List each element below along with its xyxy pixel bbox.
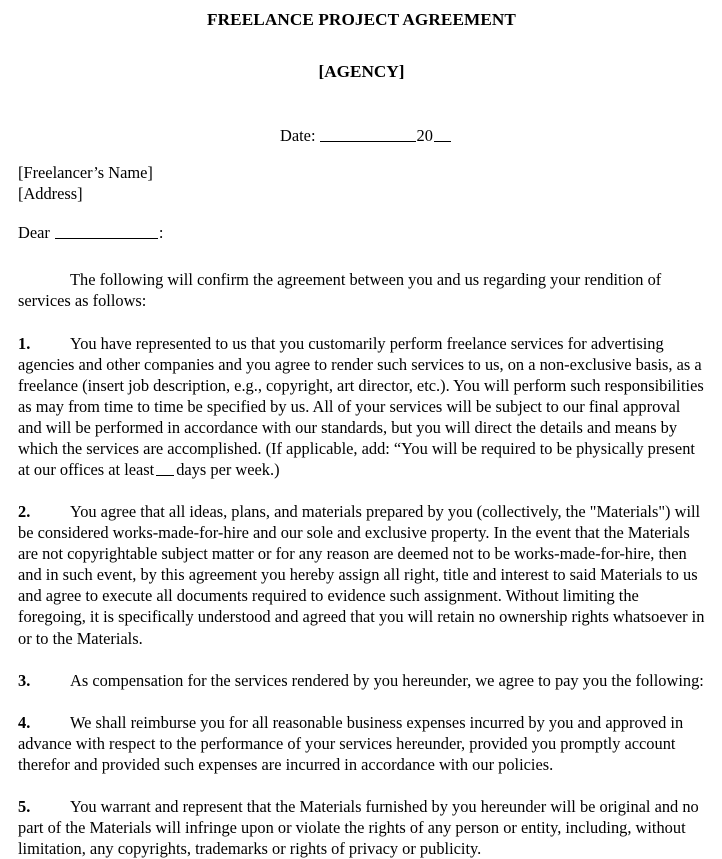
date-line (18, 82, 705, 146)
document-title: FREELANCE PROJECT AGREEMENT (207, 10, 516, 29)
clause-2-number: 2. (18, 502, 31, 522)
clause-5-text: You warrant and represent that the Materials furnished by you hereunder will be original and no part of the Materials will infringe upon or violate the rights of any person or entity, including, without limitation, any copyrights, trademarks or rights of privacy or publicity. (18, 796, 699, 859)
salutation-line (18, 204, 705, 243)
clause-1-text: You have represented to us that you customarily perform freelance services for advertising agencies and other companies and you agree to render such services to us, on a non-exclusive basis, as a freelance (insert job description, e.g., copyright, art director, etc.). You will perform such responsibilities as may from time to time be specified by us. All of your services will be subject to our final approval and will be performed in accordance with our standards, but you will direct the details and means by which the services are accomplished. (If applicable, add: “You will be required to be physically present at our offices at least (18, 333, 704, 479)
clause-4-text: We shall reimburse you for all reasonable business expenses incurred by you and approved in advance with respect to the performance of your services hereunder, provided you promptly account therefor and provided such expenses are incurred in accordance with our policies. (18, 712, 684, 774)
date-label: Date: (280, 126, 316, 145)
clause-1 (18, 312, 705, 481)
clause-3-text: As compensation for the services rendered by you hereunder, we agree to pay you the following: (70, 670, 704, 690)
date-year-prefix: 20 (416, 126, 433, 145)
agency-subtitle: [AGENCY] (318, 61, 405, 81)
clause-3-number: 3. (18, 670, 31, 690)
clause-4-number: 4. (18, 712, 31, 732)
clause-5 (18, 775, 705, 859)
clause-1-number: 1. (18, 333, 31, 353)
date-blank-field[interactable] (320, 141, 416, 142)
clause-3 (18, 649, 705, 691)
salutation-colon: : (158, 222, 164, 242)
clause-2-text: You agree that all ideas, plans, and materials prepared by you (collectively, the "Materials") will be considered works-made-for-hire and our sole and exclusive property. In the event that the Materials are not copyrightable subject matter or for any reason are deemed not to be works-made-for-hire, then and in such event, by this agreement you hereby assign all right, title and interest to said Materials to us and agree to execute all documents required to evidence such assignment. Without limiting the foregoing, it is specifically understood and agreed that you will retain no ownership rights whatsoever in or to the Materials. (18, 502, 705, 648)
clause-4 (18, 691, 705, 775)
salutation-label: Dear (18, 222, 50, 242)
clause-2 (18, 480, 705, 649)
salutation-blank-field[interactable] (55, 238, 158, 239)
intro-paragraph: The following will confirm the agreement between you and us regarding your rendition of services as follows: (18, 270, 662, 311)
clause-1-text-tail: days per week.) (176, 460, 280, 479)
recipient-name: [Freelancer’s Name] (18, 162, 153, 182)
date-year-blank-field[interactable] (434, 141, 451, 142)
clause-5-number: 5. (18, 796, 31, 816)
clause-1-days-blank-field[interactable] (156, 475, 174, 476)
recipient-address: [Address] (18, 183, 83, 203)
recipient-block (18, 146, 705, 204)
